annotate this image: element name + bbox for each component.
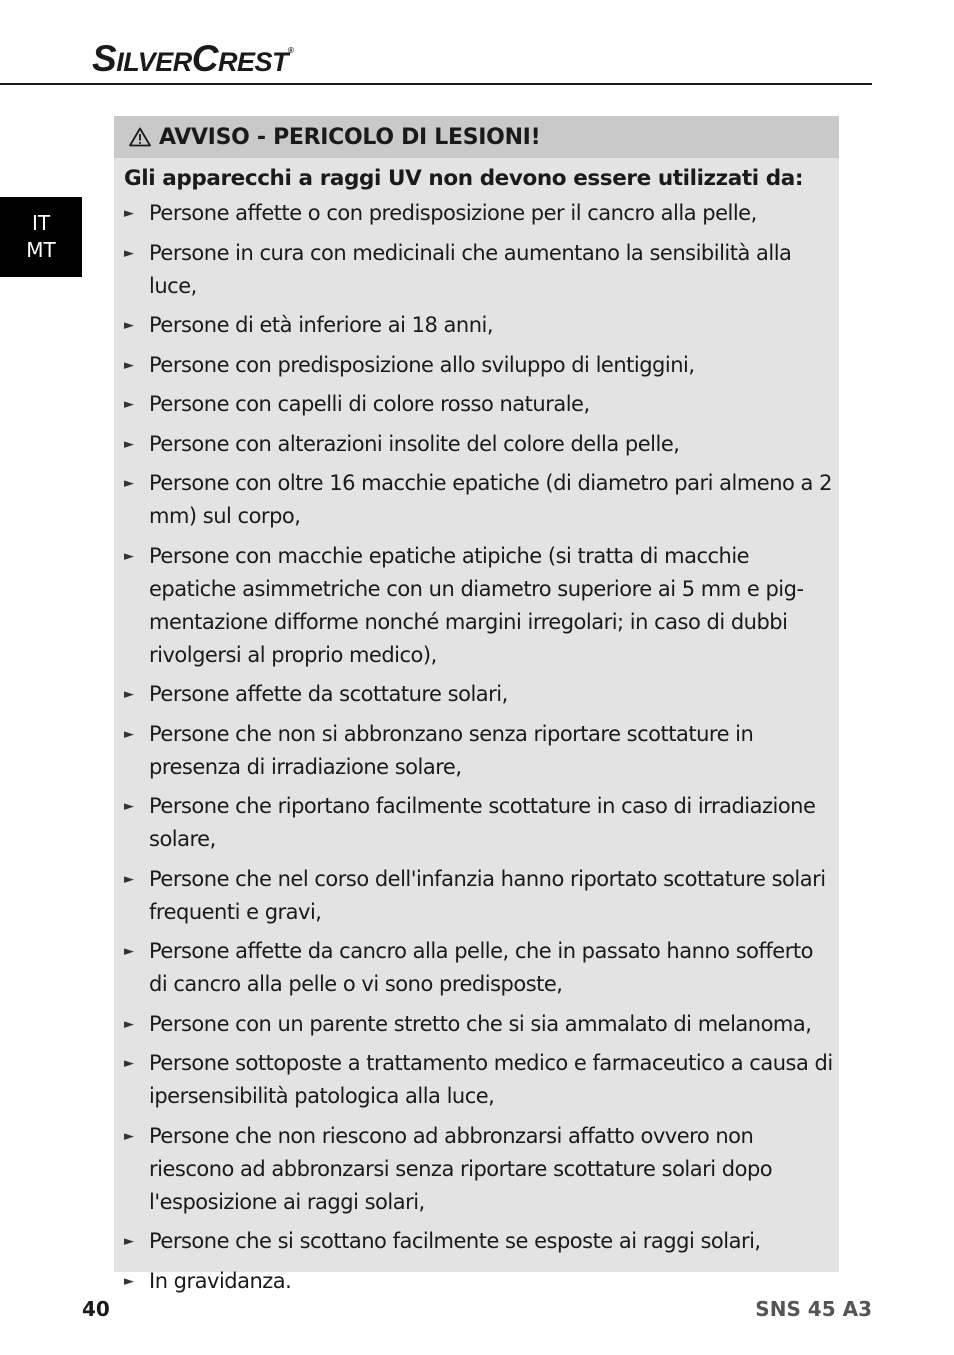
list-item: [114, 1225, 839, 1258]
list-item: [114, 467, 839, 533]
language-mt: MT: [26, 238, 56, 262]
page-number: 40: [82, 1297, 110, 1321]
list-item-text: Persone che non riescono ad abbronzarsi affatto ovvero non riescono ad abbronzarsi senza riportare scottature solari dopo l'esposizione ai raggi solari,: [149, 1123, 773, 1214]
warning-heading: AVVISO - PERICOLO DI LESIONI!: [159, 124, 541, 150]
warning-box: [114, 116, 839, 1293]
list-item: [114, 428, 839, 461]
arrow-right-icon: ►: [124, 1128, 134, 1144]
list-item: [114, 790, 839, 856]
arrow-right-icon: ►: [124, 397, 134, 412]
warning-header: [114, 116, 839, 158]
arrow-right-icon: ►: [124, 245, 134, 261]
logo-letter-s: S: [92, 38, 117, 79]
arrow-right-icon: ►: [124, 799, 134, 814]
list-item: [114, 237, 839, 303]
list-item-text: Persone affette da cancro alla pelle, che in passato hanno sofferto di cancro alla pelle o vi sono predisposte,: [149, 939, 813, 996]
arrow-right-icon: ►: [124, 1056, 134, 1071]
arrow-right-icon: ►: [124, 1016, 134, 1032]
arrow-right-icon: ►: [124, 944, 134, 959]
arrow-right-icon: ►: [124, 206, 134, 221]
list-item: [114, 309, 839, 342]
list-item-text: Persone affette o con predisposizione per il cancro alla pelle,: [149, 201, 757, 225]
list-item-text: Persone che non si abbronzano senza riportare scottature in presenza di irradiazione solare,: [149, 721, 754, 779]
warning-list: [114, 197, 839, 1298]
list-item-text: Persone di età inferiore ai 18 anni,: [149, 313, 494, 337]
arrow-right-icon: ►: [124, 436, 134, 452]
list-item: [114, 1008, 839, 1041]
list-item-text: Persone con un parente stretto che si sia ammalato di melanoma,: [149, 1011, 812, 1036]
list-item: [114, 678, 839, 711]
arrow-right-icon: ►: [124, 548, 134, 564]
arrow-right-icon: ►: [124, 1273, 134, 1289]
list-item-text: Persone con alterazioni insolite del colore della pelle,: [149, 431, 680, 456]
list-item-text: Persone con capelli di colore rosso naturale,: [149, 392, 590, 416]
arrow-right-icon: ►: [124, 871, 134, 887]
list-item: [114, 388, 839, 421]
list-item: [114, 1047, 839, 1113]
list-item-text: Persone con oltre 16 macchie epatiche (di diametro pari almeno a 2 mm) sul corpo,: [149, 471, 832, 528]
list-item-text: In gravidanza.: [149, 1268, 292, 1293]
arrow-right-icon: ►: [124, 357, 134, 373]
list-item-text: Persone sottoposte a trattamento medico e farmaceutico a causa di ipersensibilità patologica alla luce,: [149, 1051, 833, 1108]
list-item-text: Persone che nel corso dell'infanzia hanno riportato scottature solari frequenti e gravi,: [149, 866, 826, 924]
logo-letter-c: C: [191, 38, 218, 79]
warning-triangle-icon: [129, 127, 151, 147]
list-item: [114, 935, 839, 1001]
brand-logo: [92, 38, 293, 80]
logo-text-rest: REST: [217, 47, 288, 77]
language-it: IT: [31, 211, 51, 235]
list-item: [114, 863, 839, 929]
list-item-text: Persone con predisposizione allo sviluppo di lentiggini,: [149, 352, 695, 377]
arrow-right-icon: ►: [124, 476, 134, 491]
logo-text-ilver: ILVER: [116, 47, 192, 77]
list-item: [114, 1265, 839, 1298]
registered-mark: ®: [287, 46, 294, 55]
list-item: [114, 1120, 839, 1219]
list-item: [114, 349, 839, 382]
warning-subtitle: Gli apparecchi a raggi UV non devono essere utilizzati da:: [124, 166, 804, 191]
list-item-text: Persone con macchie epatiche atipiche (si tratta di macchie epatiche asimmetriche con un diametro superiore ai 5 mm e pig-mentazione difforme nonché margini irregolari; in caso di dubbi rivolgersi al proprio medico),: [149, 543, 804, 667]
arrow-right-icon: ►: [124, 687, 134, 702]
header-divider: [0, 83, 872, 85]
list-item: [114, 197, 839, 230]
list-item: [114, 540, 839, 672]
list-item-text: Persone in cura con medicinali che aumentano la sensibilità alla luce,: [149, 240, 792, 298]
list-item: [114, 718, 839, 784]
language-tab: [0, 197, 82, 277]
arrow-right-icon: ►: [124, 1234, 134, 1249]
list-item-text: Persone che riportano facilmente scottature in caso di irradiazione solare,: [149, 794, 816, 851]
model-number: SNS 45 A3: [755, 1297, 872, 1321]
list-item-text: Persone che si scottano facilmente se esposte ai raggi solari,: [149, 1229, 761, 1253]
arrow-right-icon: ►: [124, 726, 134, 742]
list-item-text: Persone affette da scottature solari,: [149, 682, 508, 706]
arrow-right-icon: ►: [124, 318, 134, 333]
